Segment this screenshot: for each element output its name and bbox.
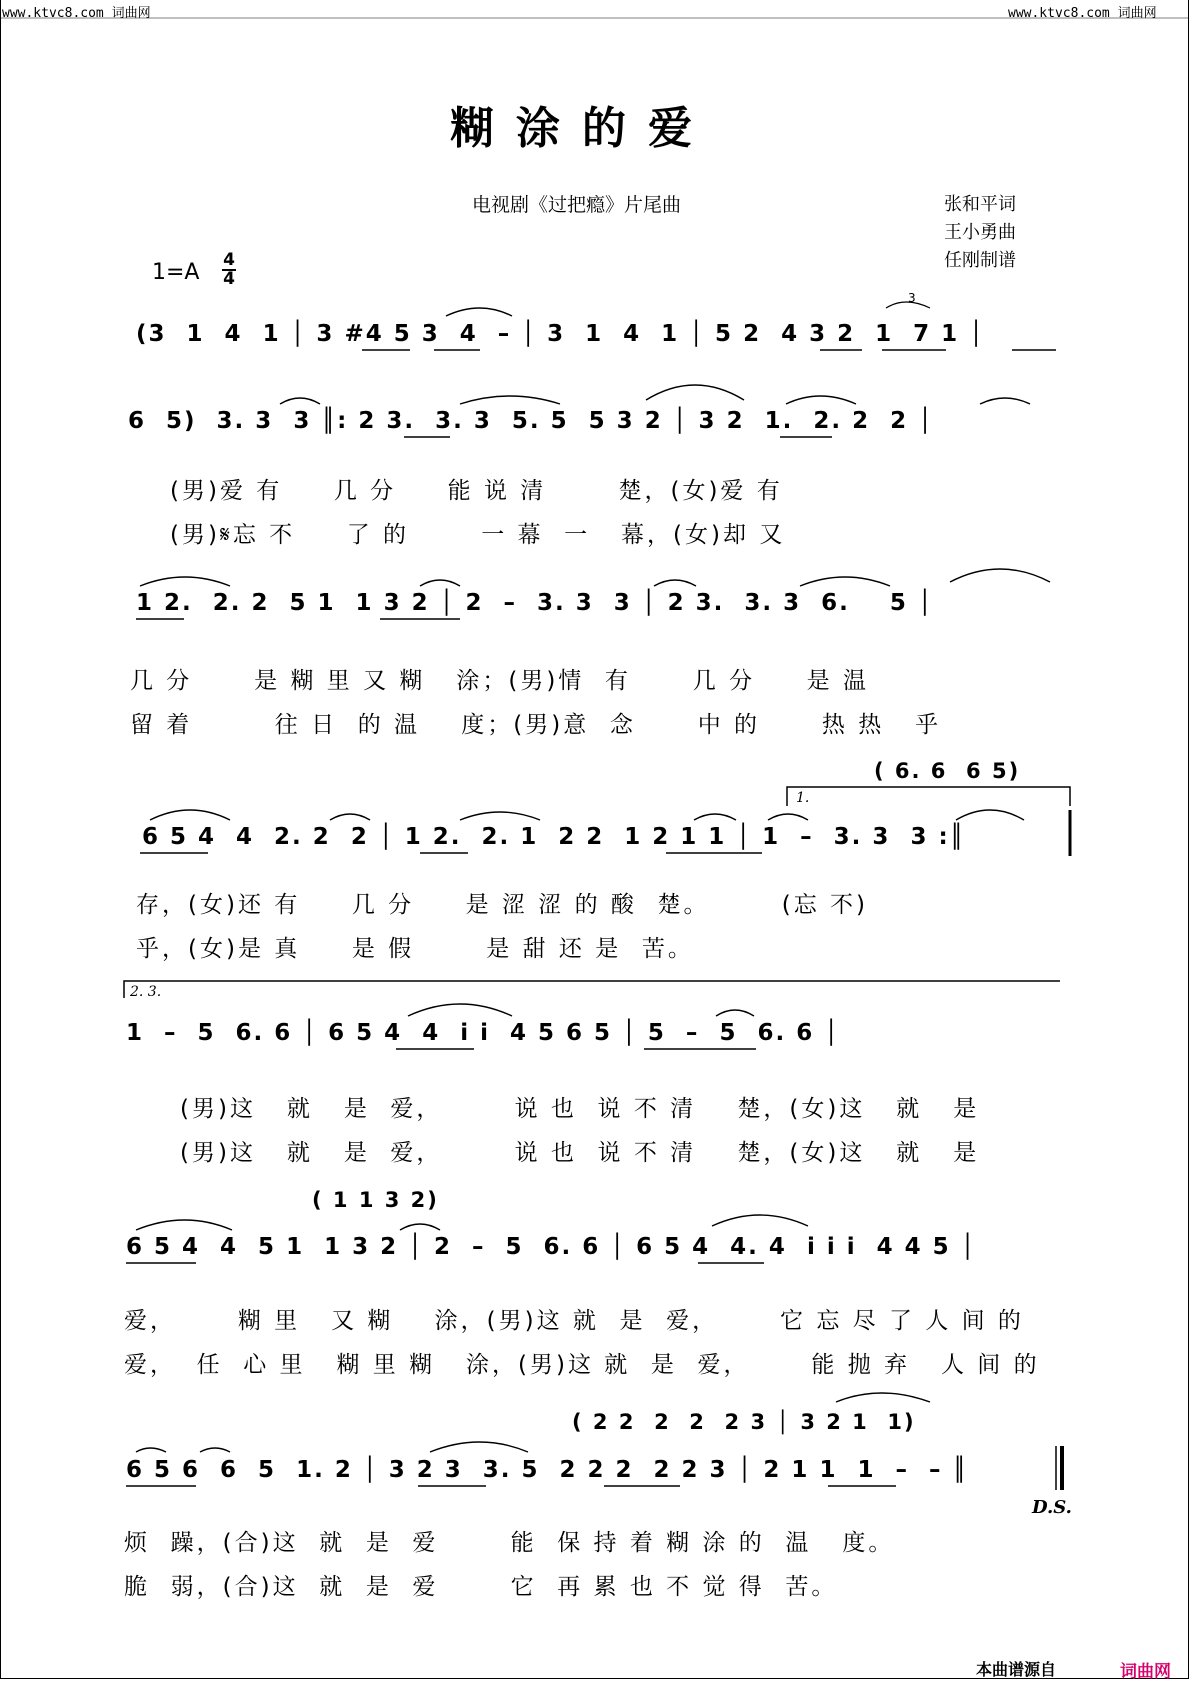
system-5-lyric-1: (男)这 就 是 爱， 说 也 说 不 清 楚，(女)这 就 是 — [180, 1096, 980, 1122]
system-3-notes: 1 2. 2. 2 5 1 1 3 2 │ 2 – 3. 3 3 │ 2 3. 3. 3 6. 5 │ — [136, 590, 934, 616]
system-7-parenthetical: ( 2 2 2 2 2 3 │ 3 2 1 1) — [572, 1410, 916, 1434]
system-3-lyric-2: 留 着 往 日 的 温 度；(男)意 念 中 的 热 热 乎 — [130, 712, 942, 738]
dal-segno-mark: D.S. — [1032, 1497, 1072, 1518]
system-4-notes: 6 5 4 4 2. 2 2 │ 1 2. 2. 1 2 2 1 2 1 1 │ 1 – 3. 3 3 :║ — [142, 824, 966, 850]
system-4-lyric-1: 存，(女)还 有 几 分 是 涩 涩 的 酸 楚。 (忘 不) — [136, 892, 868, 918]
system-6-lyric-2: 爱， 任 心 里 糊 里 糊 涂，(男)这 就 是 爱， 能 抛 弃 人 间 的 — [124, 1352, 1040, 1378]
system-2-lyric-1: (男)爱 有 几 分 能 说 清 楚，(女)爱 有 — [170, 478, 783, 504]
system-1-notes: (3 1 4 1 │ 3 #4 5 3 4 – │ 3 1 4 1 │ 5 2 4 3 2 1 7 1 │ — [136, 321, 986, 347]
footer-source-label: 本曲谱源自 — [976, 1660, 1057, 1679]
beams — [126, 350, 1056, 1486]
song-subtitle: 电视剧《过把瘾》片尾曲 — [472, 194, 682, 216]
system-3-lyric-1: 几 分 是 糊 里 又 糊 涂；(男)情 有 几 分 是 温 — [130, 668, 869, 694]
triplet-mark: 3 — [908, 291, 916, 305]
system-4-lyric-2: 乎，(女)是 真 是 假 是 甜 还 是 苦。 — [136, 936, 694, 962]
volta-2-label: 2. 3. — [130, 984, 162, 1000]
system-6-lyric-1: 爱， 糊 里 又 糊 涂，(男)这 就 是 爱， 它 忘 尽 了 人 间 的 — [124, 1308, 1024, 1334]
arranger-credit: 任刚制谱 — [944, 250, 1016, 271]
volta-2-bracket — [124, 981, 1060, 998]
system-4-parenthetical: ( 6. 6 6 5) — [874, 759, 1021, 783]
lyricist-credit: 张和平词 — [944, 194, 1016, 215]
header-right-watermark: www.ktvc8.com 词曲网 — [1008, 6, 1157, 21]
time-signature-bottom: 4 — [223, 269, 235, 289]
system-5-notes: 1 – 5 6. 6 │ 6 5 4 4 i i 4 5 6 5 │ 5 – 5 6. 6 │ — [126, 1020, 841, 1046]
header-left-watermark: www.ktvc8.com 词曲网 — [2, 6, 151, 21]
time-signature-top: 4 — [223, 250, 235, 270]
slurs — [136, 308, 1050, 1452]
system-7-lyric-1: 烦 躁，(合)这 就 是 爱 能 保 持 着 糊 涂 的 温 度。 — [124, 1530, 895, 1556]
system-7-lyric-2: 脆 弱，(合)这 就 是 爱 它 再 累 也 不 觉 得 苦。 — [124, 1574, 838, 1600]
system-5-lyric-2: (男)这 就 是 爱， 说 也 说 不 清 楚，(女)这 就 是 — [180, 1140, 980, 1166]
composer-credit: 王小勇曲 — [944, 222, 1016, 243]
footer-logo-link[interactable]: 词曲网 — [1120, 1662, 1171, 1682]
system-6-notes: 6 5 4 4 5 1 1 3 2 │ 2 – 5 6. 6 │ 6 5 4 4. 4 i i i 4 4 5 │ — [126, 1234, 977, 1260]
key-signature: 1=A — [152, 260, 200, 285]
system-7-notes: 6 5 6 6 5 1. 2 │ 3 2 3 3. 5 2 2 2 2 2 3 │ 2 1 1 1 – – ║ — [126, 1457, 969, 1483]
song-title: 糊涂的爱 — [450, 103, 714, 154]
system-2-lyric-2: (男)𝄋忘 不 了 的 一 幕 一 幕，(女)却 又 — [170, 522, 786, 548]
volta-1-label: 1. — [796, 790, 810, 806]
system-6-parenthetical: ( 1 1 3 2) — [312, 1188, 439, 1212]
volta-1-bracket — [787, 787, 1070, 806]
system-2-notes: 6 5) 3. 3 3 ║: 2 3. 3. 3 5. 5 5 3 2 │ 3 2 1. 2. 2 2 │ — [128, 408, 934, 434]
